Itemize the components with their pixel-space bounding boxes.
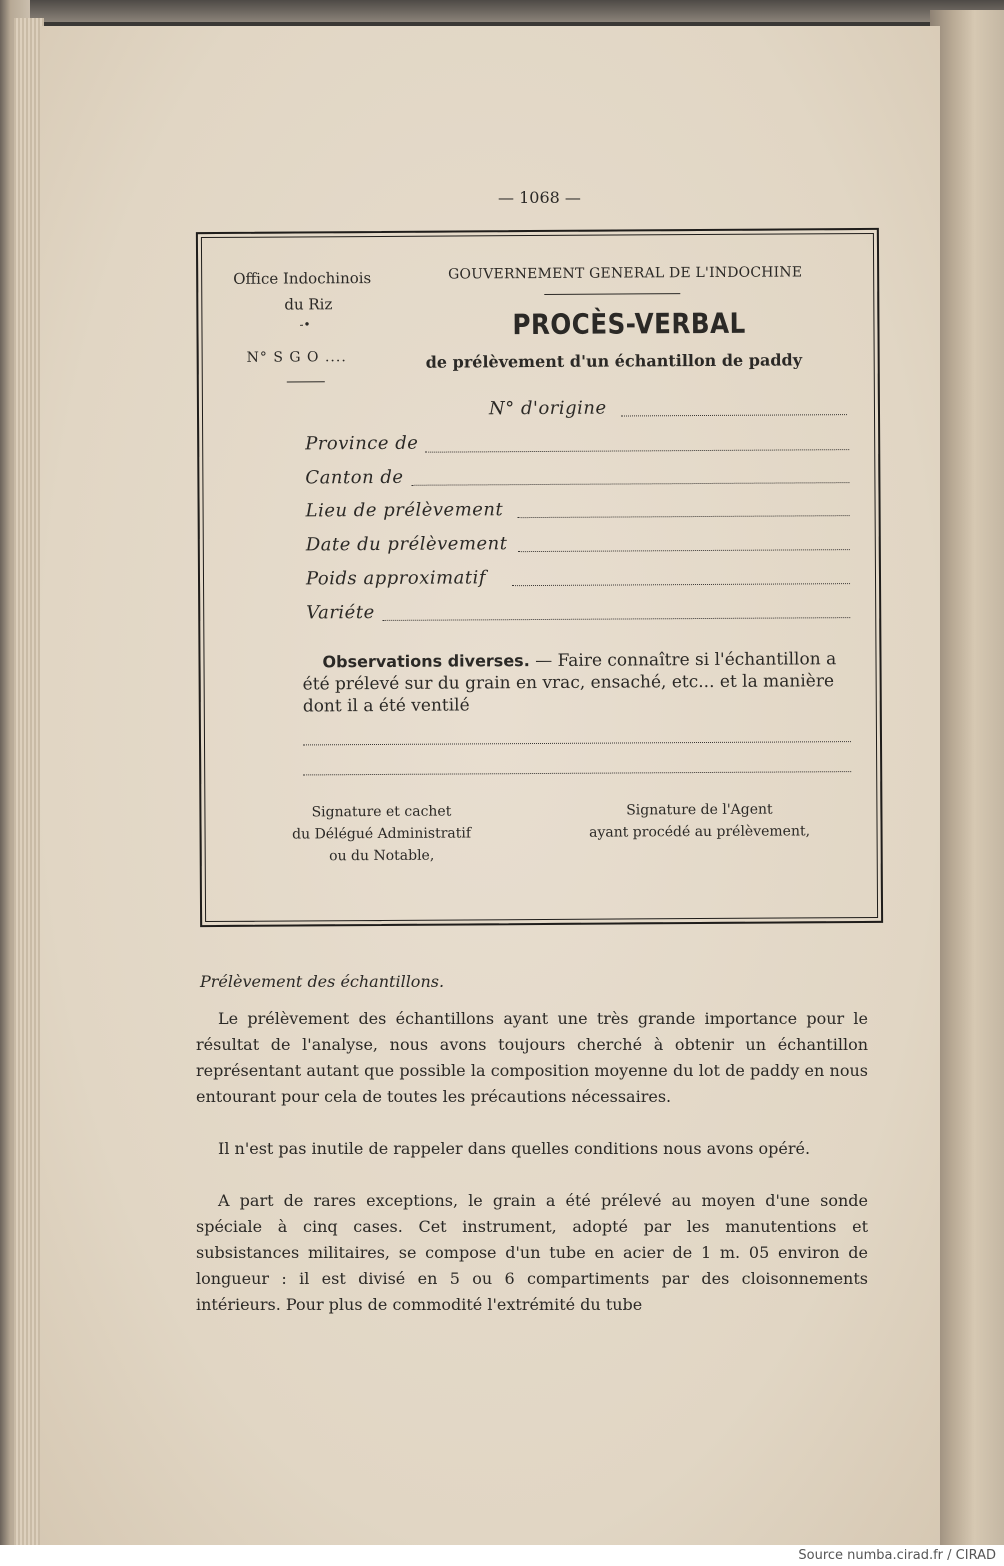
observations-label: Observations diverses. [322,651,530,672]
government-heading: GOUVERNEMENT GENERAL DE L'INDOCHINE [448,264,803,283]
signature-delegate [261,800,501,867]
observations-block [302,648,854,717]
field-lieu-line [518,514,850,518]
paragraph-1: Le prélèvement des échantillons ayant une très grande importance pour le résultat de l'analyse, nous avons toujours cherché à obtenir un échantillon représentant autant que possible la composition moyenne du lot de paddy en nous entourant pour cela de toutes les précautions nécessaires. [196,1009,868,1106]
source-caption: Source numba.cirad.fr / CIRAD [798,1548,996,1563]
government-divider [544,293,680,295]
signature-agent [569,798,829,844]
signature-agent-line2: ayant procédé au prélèvement, [589,823,811,841]
field-poids-label: Poids approximatif [305,567,487,590]
page-number: — 1068 — [498,188,581,207]
observations-text: — Faire connaître si l'échantillon a été prélevé sur du grain en vrac, ensaché, etc... et la manière dont il a été ventilé [302,649,837,717]
office-mark: -• [299,317,311,332]
office-name-line1: Office Indochinois [233,269,372,288]
signature-agent-line1: Signature de l'Agent [626,801,773,819]
field-date-label: Date du prélèvement [305,533,508,556]
field-canton-line [411,481,849,486]
origin-number-label: N° d'origine [488,397,607,420]
office-reference: N° S G O .... [246,349,347,366]
observations-line-1 [303,740,851,745]
book-top-edge [0,0,1004,22]
field-lieu-label: Lieu de prélèvement [305,499,504,522]
signature-delegate-line3: ou du Notable, [329,847,435,865]
form-title: PROCÈS-VERBAL [512,306,746,342]
field-canton-label: Canton de [305,466,404,489]
paragraph-2: Il n'est pas inutile de rappeler dans quelles conditions nous avons opéré. [218,1139,811,1158]
signature-delegate-line1: Signature et cachet [311,803,452,821]
field-variete-label: Variéte [306,602,375,624]
field-variete-line [382,616,850,621]
field-poids-line [512,582,850,586]
proces-verbal-form [196,228,883,927]
origin-number-line [621,413,847,416]
book-right-edge [930,10,1004,1566]
paragraph-3: A part de rares exceptions, le grain a été prélevé au moyen d'une sonde spéciale à cinq cases. Cet instrument, adopté par les manutentions et subsistances militaires, se compose d'un tube en acier de 1 m. 05 environ de longueur : il est divisé en 5 ou 6 compartiments par des cloisonnements intérieurs. Pour plus de commodité l'extrémité du tube [196,1191,868,1314]
field-date-line [518,548,850,552]
office-divider [287,381,325,382]
observations-line-2 [303,770,851,775]
signature-delegate-line2: du Délégué Administratif [292,825,472,843]
field-province-line [425,448,849,453]
form-subtitle: de prélèvement d'un échantillon de paddy [425,350,803,372]
section-title: Prélèvement des échantillons. [200,972,445,991]
field-province-label: Province de [305,432,419,455]
office-name-line2: du Riz [284,295,333,314]
